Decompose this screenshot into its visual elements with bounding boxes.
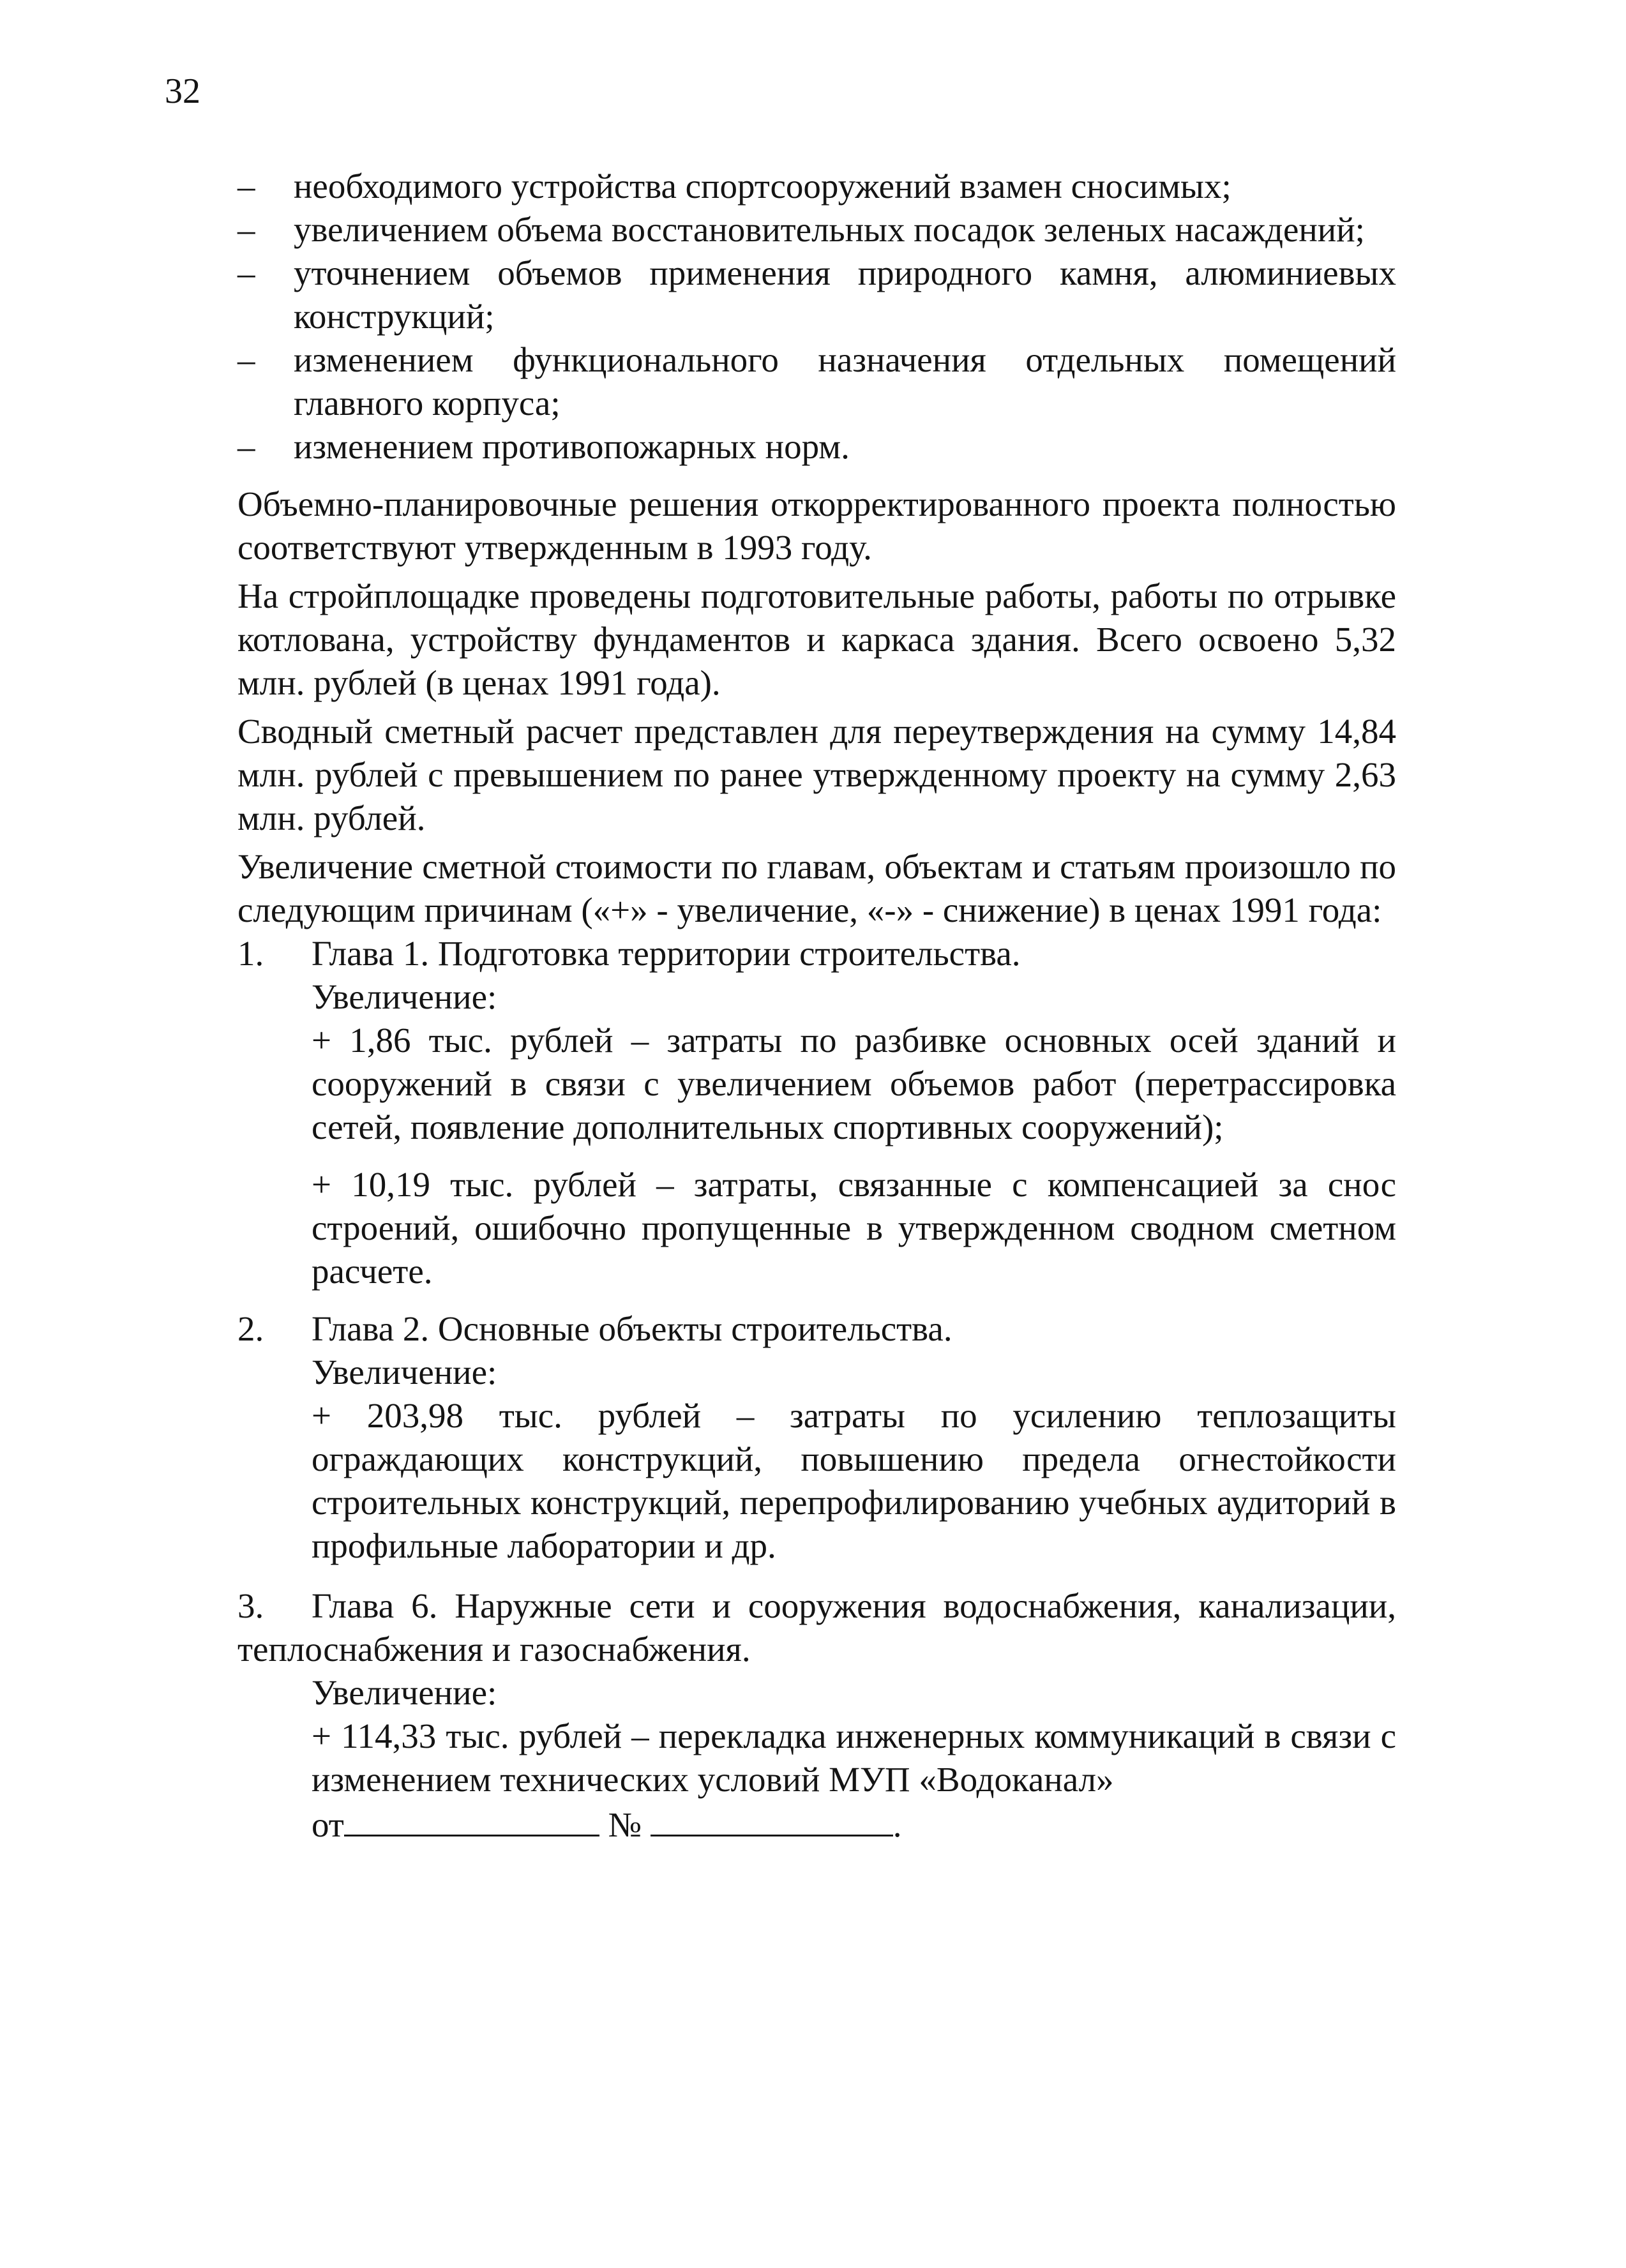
chapter-title: Глава 2. Основные объекты строительства. bbox=[312, 1309, 952, 1348]
bullet-item: – уточнением объемов применения природного камня, алюминиевых конструкций; bbox=[237, 252, 1396, 338]
chapter-item: + 1,86 тыс. рублей – затраты по разбивке основных осей зданий и сооружений в связи с увеличением объемов работ (перетрассировка сетей, появление дополнительных спортивных сооружений); bbox=[312, 1021, 1396, 1146]
chapter-subtitle: Увеличение: bbox=[312, 1353, 497, 1392]
number-sign: № bbox=[608, 1805, 642, 1844]
chapter-3 bbox=[237, 1584, 1396, 1847]
bullet-item: – увеличением объема восстановительных посадок зеленых насаждений; bbox=[237, 208, 1396, 252]
paragraph-group bbox=[237, 483, 1396, 932]
chapter-1 bbox=[237, 932, 1396, 1293]
chapter-title-line bbox=[237, 1584, 1396, 1671]
bullet-item: – необходимого устройства спортсооружений взамен сносимых; bbox=[237, 165, 1396, 208]
reference-line bbox=[312, 1801, 1396, 1847]
chapter-item: + 203,98 тыс. рублей – затраты по усилению теплозащиты ограждающих конструкций, повышению предела огнестойкости строительных конструкций, перепрофилированию учебных аудиторий в профильные лаборатории и др. bbox=[312, 1396, 1396, 1565]
from-label: от bbox=[312, 1805, 344, 1844]
chapter-title: Глава 6. Наружные сети и сооружения водоснабжения, канализации, теплоснабжения и газоснабжения. bbox=[237, 1586, 1396, 1669]
date-blank bbox=[344, 1801, 599, 1836]
chapter-body bbox=[237, 1671, 1396, 1847]
chapter-2 bbox=[237, 1307, 1396, 1568]
chapter-number: 3. bbox=[237, 1586, 264, 1625]
chapter-subtitle: Увеличение: bbox=[312, 1673, 497, 1712]
bullet-item: – изменением противопожарных норм. bbox=[237, 425, 1396, 469]
paragraph: Объемно-планировочные решения откорректированного проекта полностью соответствуют утвержденным в 1993 году. bbox=[237, 484, 1396, 567]
bullet-item: – изменением функционального назначения отдельных помещений главного корпуса; bbox=[237, 338, 1396, 425]
chapter-item: + 10,19 тыс. рублей – затраты, связанные с компенсацией за снос строений, ошибочно пропущенные в утвержденном сводном сметном расчете. bbox=[312, 1165, 1396, 1291]
bullet-list bbox=[237, 165, 1396, 469]
number-blank bbox=[651, 1801, 893, 1836]
page-number: 32 bbox=[165, 71, 200, 111]
end-period: . bbox=[892, 1805, 902, 1844]
chapter-number: 2. bbox=[237, 1309, 264, 1348]
document-body bbox=[237, 165, 1396, 1847]
chapter-item: + 114,33 тыс. рублей – перекладка инженерных коммуникаций в связи с изменением технических условий МУП «Водоканал» bbox=[312, 1716, 1396, 1799]
paragraph: Увеличение сметной стоимости по главам, объектам и статьям произошло по следующим причинам («+» - увеличение, «-» - снижение) в ценах 1991 года: bbox=[237, 847, 1396, 929]
chapter-subtitle: Увеличение: bbox=[312, 977, 497, 1016]
chapter-title: Глава 1. Подготовка территории строительства. bbox=[312, 934, 1021, 973]
paragraph: На стройплощадке проведены подготовительные работы, работы по отрывке котлована, устройству фундаментов и каркаса здания. Всего освоено 5,32 млн. рублей (в ценах 1991 года). bbox=[237, 576, 1396, 702]
paragraph: Сводный сметный расчет представлен для переутверждения на сумму 14,84 млн. рублей с превышением по ранее утвержденному проекту на сумму 2,63 млн. рублей. bbox=[237, 712, 1396, 837]
chapter-number: 1. bbox=[237, 934, 264, 973]
